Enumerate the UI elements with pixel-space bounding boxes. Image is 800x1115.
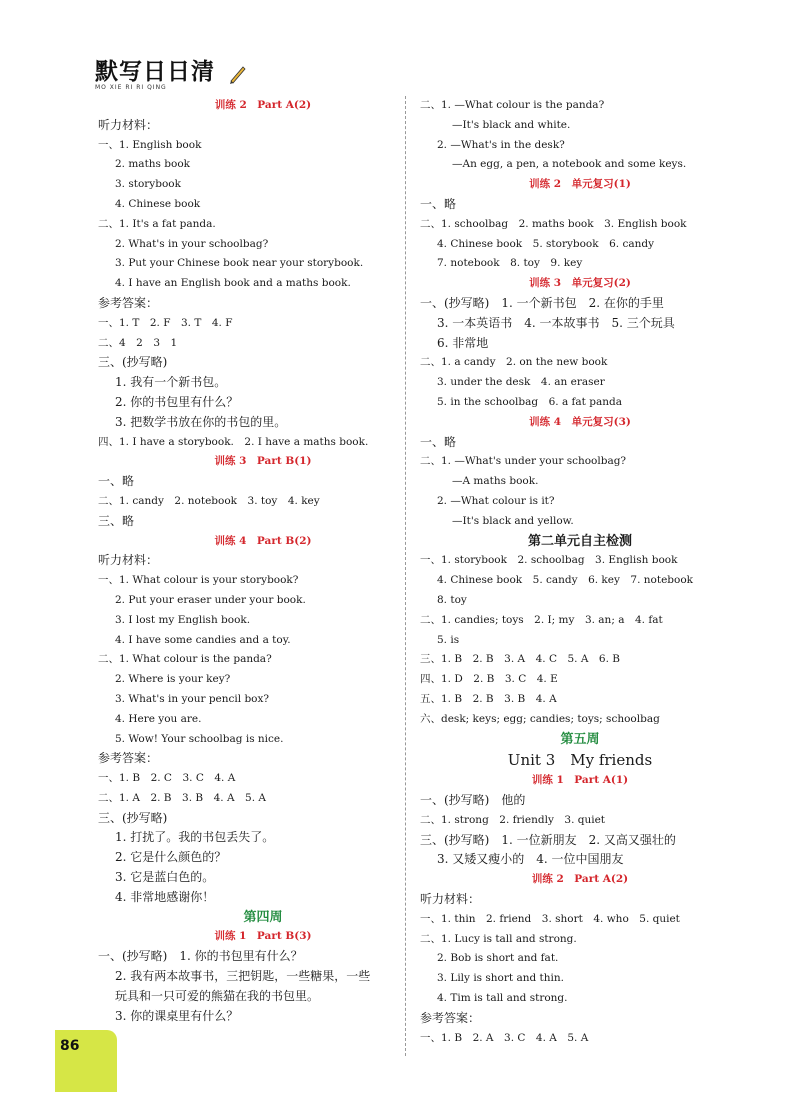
answer-line: 4. Chinese book [115, 197, 201, 210]
answer-line: 2. Put your eraser under your book. [115, 593, 306, 606]
answer-line: 一、略 [420, 434, 457, 449]
answer-line: 二、1. It's a fat panda. [98, 217, 216, 230]
exercise-heading: 训练 1 Part B(3) [214, 930, 312, 943]
answer-line: 二、1. —What's under your schoolbag? [420, 455, 627, 468]
exercise-heading: 训练 3 Part B(1) [214, 455, 312, 468]
answer-line: 2. 你的书包里有什么？ [115, 394, 239, 409]
answer-line: —An egg, a pen, a notebook and some keys. [452, 158, 687, 171]
answer-line: 4. Here you are. [115, 712, 202, 725]
answer-line: 6. 非常地 [437, 335, 489, 350]
answer-line: 5. Wow! Your schoolbag is nice. [115, 732, 284, 745]
answer-line: 4. Tim is tall and strong. [437, 992, 568, 1005]
answer-line: 二、1. candies; toys 2. I; my 3. an; a 4. fat [420, 613, 663, 626]
exercise-heading: 训练 4 Part B(2) [214, 534, 312, 547]
unit-title: Unit 3 My friends [507, 751, 653, 770]
answer-line: 一、1. What colour is your storybook? [98, 574, 299, 587]
exercise-heading: 训练 2 Part A(2) [214, 99, 312, 111]
answer-line: 2. 我有两本故事书，三把钥匙，一些糖果，一些 [115, 969, 371, 984]
week-heading: 第五周 [560, 731, 600, 747]
answer-line: 一、(抄写略) 他的 [420, 793, 526, 808]
unit-test-heading: 第二单元自主检测 [527, 533, 632, 549]
answer-line: 三、(抄写略) 1. 一位新朋友 2. 又高又强壮的 [420, 832, 676, 847]
answer-line: 4. I have an English book and a maths book. [115, 277, 351, 290]
answer-line: 参考答案： [98, 295, 159, 310]
answer-line: 2. maths book [115, 158, 191, 171]
answer-line: 三、1. B 2. B 3. A 4. C 5. A 6. B [420, 653, 620, 666]
exercise-heading: 训练 1 Part A(1) [531, 774, 629, 787]
answer-line: 二、1. candy 2. notebook 3. toy 4. key [98, 494, 320, 507]
answer-line: 六、desk; keys; egg; candies; toys; schoolbag [420, 712, 660, 725]
answer-line: 2. Where is your key? [115, 673, 231, 686]
logo-subtitle: MO XIE RI RI QING [95, 84, 167, 91]
logo-title: 默写日日清 [95, 59, 215, 85]
answer-line: 一、(抄写略) 1. 你的书包里有什么？ [98, 949, 303, 964]
answer-line: 2. —What colour is it? [437, 494, 555, 507]
answer-line: 二、1. Lucy is tall and strong. [420, 932, 577, 945]
answer-line: 听力材料： [98, 117, 159, 132]
answer-line: 一、1. storybook 2. schoolbag 3. English book [420, 554, 678, 567]
answer-line: 3. What's in your pencil box? [115, 692, 270, 705]
answer-line: 2. —What's in the desk? [437, 138, 565, 151]
page-number: 86 [60, 1038, 80, 1054]
answer-line: 一、略 [98, 474, 135, 489]
answer-line: 一、1. B 2. C 3. C 4. A [98, 772, 236, 785]
answer-line: 四、1. I have a storybook. 2. I have a maths book. [98, 435, 369, 448]
answer-line: 2. Bob is short and fat. [437, 952, 559, 965]
answer-line: 参考答案： [98, 751, 159, 766]
exercise-heading: 训练 2 Part A(2) [531, 873, 629, 886]
answer-line: 一、1. B 2. A 3. C 4. A 5. A [420, 1031, 589, 1044]
answer-line: 二、1. schoolbag 2. maths book 3. English book [420, 217, 687, 230]
answer-line: 参考答案： [420, 1010, 481, 1025]
answer-line: —A maths book. [452, 475, 539, 488]
answer-line: 二、4 2 3 1 [98, 336, 178, 349]
answer-line: 一、1. T 2. F 3. T 4. F [98, 316, 233, 329]
answer-line: 五、1. B 2. B 3. B 4. A [420, 692, 557, 705]
answer-line: 听力材料： [420, 892, 481, 907]
right-column [420, 96, 740, 1048]
answer-line: 二、1. strong 2. friendly 3. quiet [420, 813, 606, 826]
answer-line: 四、1. D 2. B 3. C 4. E [420, 673, 558, 686]
answer-line: 3. 它是蓝白色的。 [115, 870, 215, 885]
answer-line: 2. What's in your schoolbag? [115, 237, 269, 250]
answer-line: 4. Chinese book 5. candy 6. key 7. notebook [437, 574, 694, 587]
answer-line: 一、1. thin 2. friend 3. short 4. who 5. quiet [420, 912, 680, 925]
answer-line: 3. 你的课桌里有什么？ [115, 1008, 239, 1023]
answer-line: 3. 把数学书放在你的书包的里。 [115, 414, 287, 429]
week-heading: 第四周 [243, 909, 283, 925]
answer-line: 听力材料： [98, 553, 159, 568]
answer-line: —It's black and white. [452, 118, 571, 131]
answer-line: 1. 我有一个新书包。 [115, 375, 227, 390]
logo [95, 60, 245, 94]
exercise-heading: 训练 3 单元复习(2) [529, 277, 631, 290]
answer-line: 4. Chinese book 5. storybook 6. candy [437, 237, 655, 250]
exercise-heading: 训练 4 单元复习(3) [529, 415, 631, 428]
answer-line: 7. notebook 8. toy 9. key [437, 257, 583, 270]
answer-line: 一、(抄写略) 1. 一个新书包 2. 在你的手里 [420, 295, 664, 310]
answer-line: 二、1. a candy 2. on the new book [420, 356, 608, 369]
answer-line: 4. I have some candies and a toy. [115, 633, 291, 646]
column-divider [405, 96, 406, 1056]
answer-line: 2. 它是什么颜色的？ [115, 850, 227, 865]
answer-line: 三、(抄写略) [98, 810, 168, 825]
answer-line: 3. Put your Chinese book near your storybook. [115, 257, 364, 270]
answer-line: 3. Lily is short and thin. [437, 972, 564, 985]
answer-line: 三、(抄写略) [98, 355, 168, 370]
answer-line: 三、略 [98, 513, 135, 528]
answer-line: 玩具和一只可爱的熊猫在我的书包里。 [115, 988, 320, 1003]
answer-line: 3. storybook [115, 178, 181, 191]
answer-line: 1. 打扰了。我的书包丢失了。 [115, 830, 275, 845]
answer-line: 3. 一本英语书 4. 一本故事书 5. 三个玩具 [437, 315, 675, 330]
pen-icon [228, 64, 248, 84]
answer-line: 二、1. What colour is the panda? [98, 653, 272, 666]
answer-line: 5. in the schoolbag 6. a fat panda [437, 395, 622, 408]
answer-line: 8. toy [437, 593, 467, 606]
left-column [98, 96, 428, 1026]
exercise-heading: 训练 2 单元复习(1) [529, 178, 631, 191]
answer-line: 3. under the desk 4. an eraser [437, 376, 605, 389]
answer-line: 一、1. English book [98, 138, 202, 151]
answer-line: 3. I lost my English book. [115, 613, 251, 626]
answer-line: 3. 又矮又瘦小的 4. 一位中国朋友 [437, 852, 624, 867]
answer-line: —It's black and yellow. [452, 514, 574, 527]
answer-line: 一、略 [420, 196, 457, 211]
answer-line: 二、1. —What colour is the panda? [420, 99, 605, 111]
answer-line: 4. 非常地感谢你！ [115, 889, 215, 904]
answer-line: 5. is [437, 633, 460, 646]
answer-line: 二、1. A 2. B 3. B 4. A 5. A [98, 791, 266, 804]
